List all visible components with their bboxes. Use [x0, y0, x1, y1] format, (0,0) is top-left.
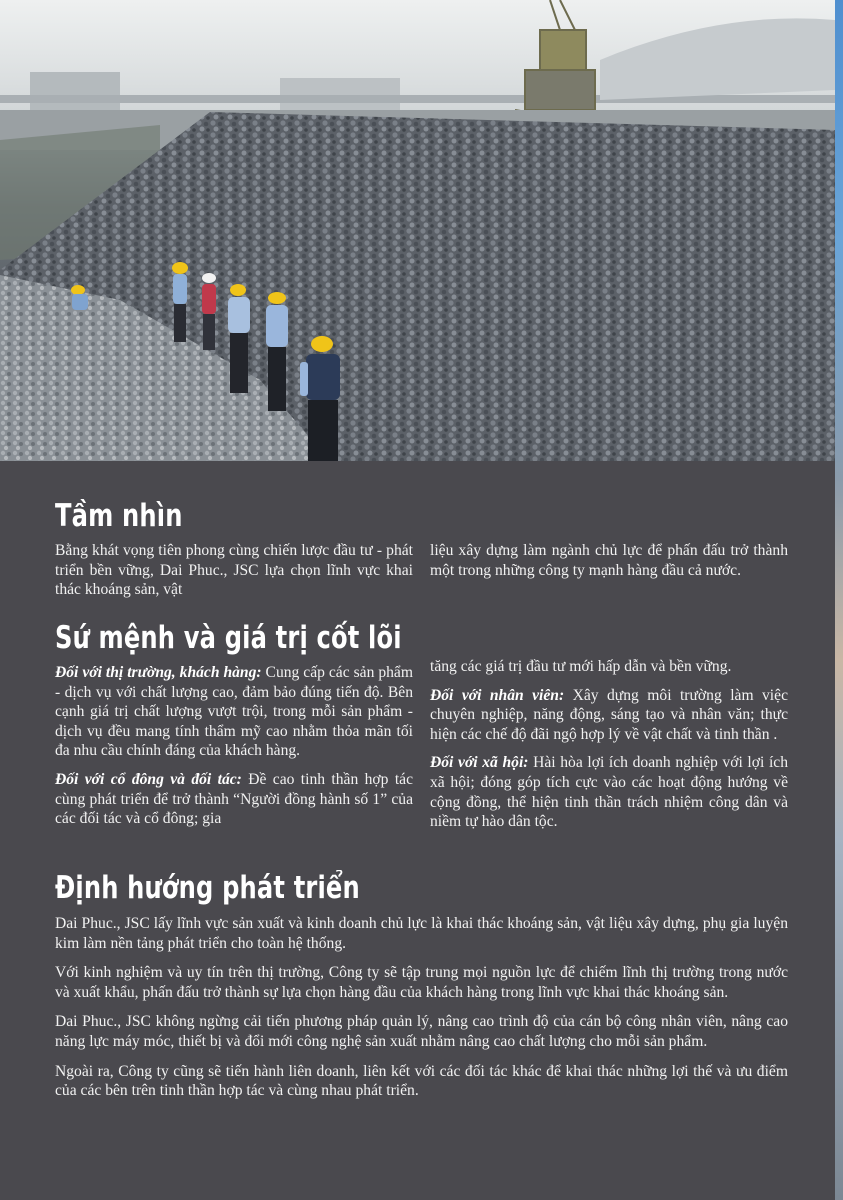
- market-text: Cung cấp các sản phẩm - dịch vụ với chất lượng cao, đảm bảo đúng tiến độ. Bên cạnh giá trị chất lượng vượt trội, trong mỗi sản phẩm - dịch vụ đều mang tính thẩm mỹ cao nhằm thỏa mãn tối đa nhu cầu chính đáng của khách hàng.: [55, 664, 413, 760]
- mission-shareholder-paragraph: [55, 770, 413, 829]
- vision-heading: Tầm nhìn: [55, 498, 183, 534]
- shareholder-text: Đề cao tinh thần hợp tác cùng phát triển để trở thành “Người đồng hành số 1” của các đối tác và cổ đông; gia: [55, 770, 413, 828]
- development-paragraph: Dai Phuc., JSC lấy lĩnh vực sản xuất và kinh doanh chủ lực là khai thác khoáng sản, vật liệu xây dựng, phụ gia luyện kim làm nền tảng phát triển cho toàn hệ thống.: [55, 915, 788, 952]
- mission-society-paragraph: [430, 753, 788, 831]
- quarry-photo: [0, 0, 835, 461]
- society-label: Đối với xã hội:: [430, 754, 529, 772]
- vision-text-right: [430, 541, 788, 589]
- mission-column-left: [55, 663, 413, 838]
- society-text: Hài hòa lợi ích doanh nghiệp với lợi ích xã hội; đóng góp tích cực vào các hoạt động hướng về cộng đồng, thể hiện tinh thần trách nhiệm công dân và niềm tự hào dân tộc.: [430, 754, 788, 831]
- side-photo-strip: [835, 0, 843, 1200]
- employee-label: Đối với nhân viên:: [430, 686, 565, 704]
- vision-text-left: [55, 541, 413, 609]
- development-paragraph: Với kinh nghiệm và uy tín trên thị trường, Công ty sẽ tập trung mọi nguồn lực để chiếm lĩnh thị trường trong nước và xuất khẩu, phấn đấu trở thành sự lựa chọn hàng đầu của khách hàng trong lĩnh vực khai thác khoáng sản.: [55, 964, 788, 1001]
- mission-market-paragraph: [55, 663, 413, 761]
- employee-text: Xây dựng môi trường làm việc chuyên nghiệp, năng động, sáng tạo và nhân văn; thực hiện các chế độ đãi ngộ hợp lý về vật chất và tinh thần .: [430, 686, 788, 743]
- development-heading: Định hướng phát triển: [55, 870, 360, 906]
- development-text: [55, 914, 788, 1111]
- development-paragraph: Dai Phuc., JSC không ngừng cải tiến phương pháp quản lý, nâng cao trình độ của cán bộ công nhân viên, nâng cao năng lực máy móc, thiết bị và đổi mới công nghệ sản xuất nhằm nâng cao chất lượng cho mỗi sản phẩm.: [55, 1013, 788, 1050]
- market-label: Đối với thị trường, khách hàng:: [55, 664, 262, 681]
- vision-paragraph-left: Bằng khát vọng tiên phong cùng chiến lược đầu tư - phát triển bền vững, Dai Phuc., JSC lựa chọn lĩnh vực khai thác khoáng sản, vật: [55, 542, 413, 599]
- shareholder-label: Đối với cổ đông và đối tác:: [55, 770, 242, 788]
- vision-paragraph-right: liệu xây dựng làm ngành chủ lực để phấn đấu trở thành một trong những công ty mạnh hàng đầu cả nước.: [430, 542, 788, 579]
- development-paragraph: Ngoài ra, Công ty cũng sẽ tiến hành liên doanh, liên kết với các đối tác khác để khai thác những lợi thế và ưu điểm của các bên trên tinh thần hợp tác và cùng nhau phát triển.: [55, 1062, 788, 1100]
- mission-column-right: [430, 657, 788, 841]
- mission-heading: Sứ mệnh và giá trị cốt lõi: [55, 620, 402, 656]
- mission-employee-paragraph: [430, 686, 788, 745]
- shareholder-continuation: tăng các giá trị đầu tư mới hấp dẫn và bền vững.: [430, 658, 732, 675]
